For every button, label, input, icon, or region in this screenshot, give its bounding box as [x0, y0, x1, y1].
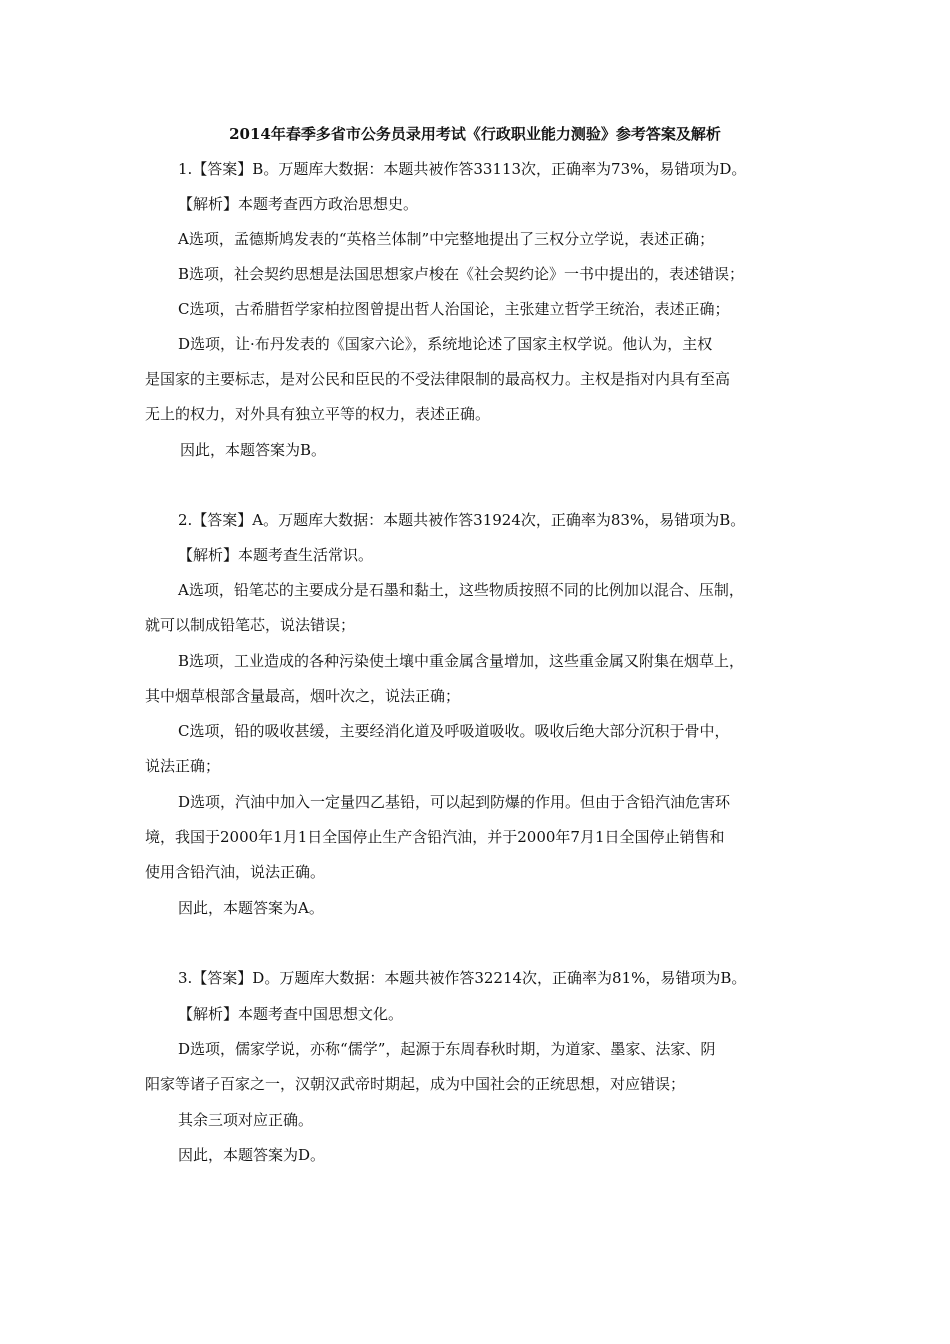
- q2-option-b-line1: B选项，工业造成的各种污染使土壤中重金属含量增加，这些重金属又附集在烟草上，: [178, 652, 745, 670]
- q2-option-d-line1: D选项，汽油中加入一定量四乙基铅，可以起到防爆的作用。但由于含铅汽油危害环: [178, 793, 731, 811]
- q2-analysis: 【解析】本题考查生活常识。: [178, 546, 374, 564]
- q3-analysis: 【解析】本题考查中国思想文化。: [178, 1005, 404, 1023]
- q2-conclusion: 因此，本题答案为A。: [178, 899, 324, 917]
- q3-other-options: 其余三项对应正确。: [178, 1111, 314, 1129]
- q3-option-d-line2: 阳家等诸子百家之一，汉朝汉武帝时期起，成为中国社会的正统思想，对应错误；: [145, 1075, 686, 1093]
- q3-option-d-line1: D选项，儒家学说，亦称“儒学”，起源于东周春秋时期，为道家、墨家、法家、阴: [178, 1040, 716, 1058]
- q2-option-c-line1: C选项，铅的吸收甚缓，主要经消化道及呼吸道吸收。吸收后绝大部分沉积于骨中，: [178, 722, 730, 740]
- q1-option-d-line3: 无上的权力，对外具有独立平等的权力，表述正确。: [145, 405, 491, 423]
- q1-option-b: B选项，社会契约思想是法国思想家卢梭在《社会契约论》一书中提出的，表述错误；: [178, 265, 745, 283]
- q2-option-c-line2: 说法正确；: [145, 757, 221, 775]
- q3-answer: 3.【答案】D。万题库大数据：本题共被作答32214次，正确率为81%，易错项为B。: [178, 969, 747, 987]
- q2-option-b-line2: 其中烟草根部含量最高，烟叶次之，说法正确；: [145, 687, 461, 705]
- q1-answer: 1.【答案】B。万题库大数据：本题共被作答33113次，正确率为73%，易错项为D。: [178, 160, 747, 178]
- q2-option-a-line2: 就可以制成铅笔芯，说法错误；: [145, 616, 356, 634]
- q2-option-d-line3: 使用含铅汽油，说法正确。: [145, 863, 326, 881]
- q2-option-d-line2: 境，我国于2000年1月1日全国停止生产含铅汽油，并于2000年7月1日全国停止销售和: [145, 828, 725, 846]
- document-title: 2014年春季多省市公务员录用考试《行政职业能力测验》参考答案及解析: [229, 125, 721, 143]
- q2-option-a-line1: A选项，铅笔芯的主要成分是石墨和黏土，这些物质按照不同的比例加以混合、压制，: [178, 581, 744, 599]
- q2-answer: 2.【答案】A。万题库大数据：本题共被作答31924次，正确率为83%，易错项为B。: [178, 511, 746, 529]
- q1-conclusion: 因此，本题答案为B。: [180, 441, 327, 459]
- q1-option-d-line2: 是国家的主要标志，是对公民和臣民的不受法律限制的最高权力。主权是指对内具有至高: [145, 370, 731, 388]
- q1-analysis: 【解析】本题考查西方政治思想史。: [178, 195, 419, 213]
- q1-option-c: C选项，古希腊哲学家柏拉图曾提出哲人治国论，主张建立哲学王统治，表述正确；: [178, 300, 730, 318]
- q1-option-d-line1: D选项，让·布丹发表的《国家六论》，系统地论述了国家主权学说。他认为，主权: [178, 335, 713, 353]
- q3-conclusion: 因此，本题答案为D。: [178, 1146, 326, 1164]
- q1-option-a: A选项，孟德斯鸠发表的“英格兰体制”中完整地提出了三权分立学说，表述正确；: [178, 230, 715, 248]
